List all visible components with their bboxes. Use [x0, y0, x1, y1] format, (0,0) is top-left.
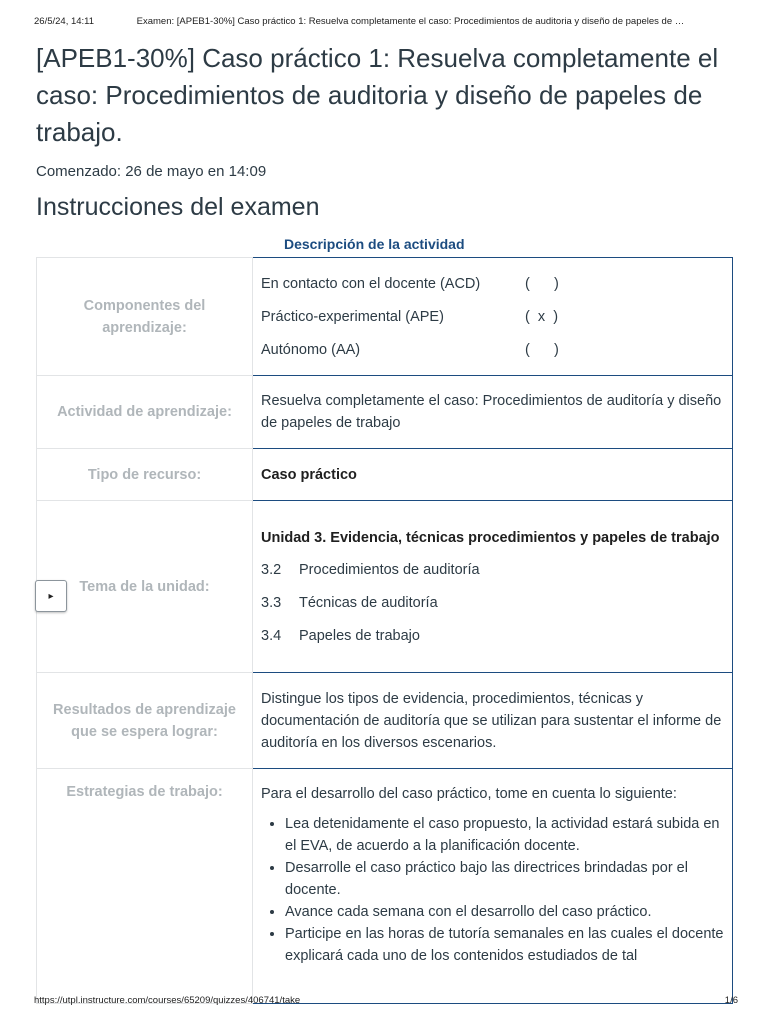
results-value: Distingue los tipos de evidencia, procedimientos, técnicas y documentación de auditoría que se utilizan para sustentar el informe de auditoría en los diversos escenarios.: [253, 673, 733, 769]
print-datetime: 26/5/24, 14:11: [34, 16, 95, 27]
print-footer: [34, 995, 738, 1006]
table-row-unit: [37, 501, 733, 673]
component-name: En contacto con el docente (ACD): [261, 275, 481, 292]
component-item: [261, 300, 724, 333]
component-mark: ( x ): [525, 308, 559, 325]
table-row-strategies: [37, 769, 733, 1004]
unit-value: [253, 501, 733, 673]
unit-title: Unidad 3. Evidencia, técnicas procedimientos y papeles de trabajo: [261, 529, 720, 546]
table-caption: Descripción de la actividad: [284, 236, 465, 252]
resource-label: Tipo de recurso:: [37, 449, 253, 501]
table-row-activity: [37, 376, 733, 449]
results-label: Resultados de aprendizaje que se espera lograr:: [37, 673, 253, 769]
unit-topic: [261, 625, 724, 647]
print-page-number: 1/6: [724, 995, 738, 1006]
list-item: • Lea detenidamente el caso propuesto, la actividad estará subida en el EVA, de acuerdo a la planificación docente.: [285, 813, 724, 857]
activity-value: Resuelva completamente el caso: Procedimientos de auditoría y diseño de papeles de trabajo: [253, 376, 733, 449]
print-url: https://utpl.instructure.com/courses/65209/quizzes/406741/take: [34, 995, 301, 1006]
strategies-label: Estrategias de trabajo:: [37, 769, 253, 1004]
component-name: Práctico-experimental (APE): [261, 308, 444, 325]
print-header: [34, 16, 738, 27]
component-mark: ( ): [525, 341, 559, 358]
play-button[interactable]: [35, 580, 67, 612]
unit-topic-number: 3.4: [261, 627, 282, 644]
play-icon: ▸: [48, 590, 54, 602]
unit-label: Tema de la unidad:: [37, 501, 253, 673]
table-row-resource: [37, 449, 733, 501]
strategies-intro: Para el desarrollo del caso práctico, tome en cuenta lo siguiente:: [261, 786, 677, 802]
table-row-components: [37, 258, 733, 376]
strategies-value: [253, 769, 733, 1004]
components-value: [253, 258, 733, 376]
unit-topic: [261, 592, 724, 614]
list-item: • Avance cada semana con el desarrollo del caso práctico.: [285, 901, 724, 923]
activity-table: [36, 257, 733, 1004]
unit-topic-text: Procedimientos de auditoría: [299, 561, 480, 578]
resource-value: Caso práctico: [253, 449, 733, 501]
list-item: • Desarrolle el caso práctico bajo las directrices brindadas por el docente.: [285, 857, 724, 901]
table-row-results: [37, 673, 733, 769]
components-label: Componentes del aprendizaje:: [37, 258, 253, 376]
unit-topic-number: 3.2: [261, 561, 282, 578]
unit-topic-number: 3.3: [261, 594, 282, 611]
list-item: • Participe en las horas de tutoría semanales en las cuales el docente explicará cada uno de los contenidos estudiados de tal: [285, 923, 724, 967]
print-title: Examen: [APEB1-30%] Caso práctico 1: Resuelva completamente el caso: Procedimientos de auditoria y diseño de papeles de …: [136, 16, 685, 27]
unit-topic: [261, 559, 724, 581]
component-item: [261, 333, 724, 366]
instructions-heading: Instrucciones del examen: [36, 193, 320, 221]
page-title: [APEB1-30%] Caso práctico 1: Resuelva completamente el caso: Procedimientos de auditoria y diseño de papeles de trabajo.: [36, 43, 719, 147]
unit-topic-text: Papeles de trabajo: [299, 627, 420, 644]
unit-topic-text: Técnicas de auditoría: [299, 594, 438, 611]
component-name: Autónomo (AA): [261, 341, 361, 358]
component-mark: ( ): [525, 275, 559, 292]
activity-label: Actividad de aprendizaje:: [37, 376, 253, 449]
strategies-list: [261, 813, 724, 967]
component-item: [261, 267, 724, 300]
started-timestamp: Comenzado: 26 de mayo en 14:09: [36, 163, 267, 180]
